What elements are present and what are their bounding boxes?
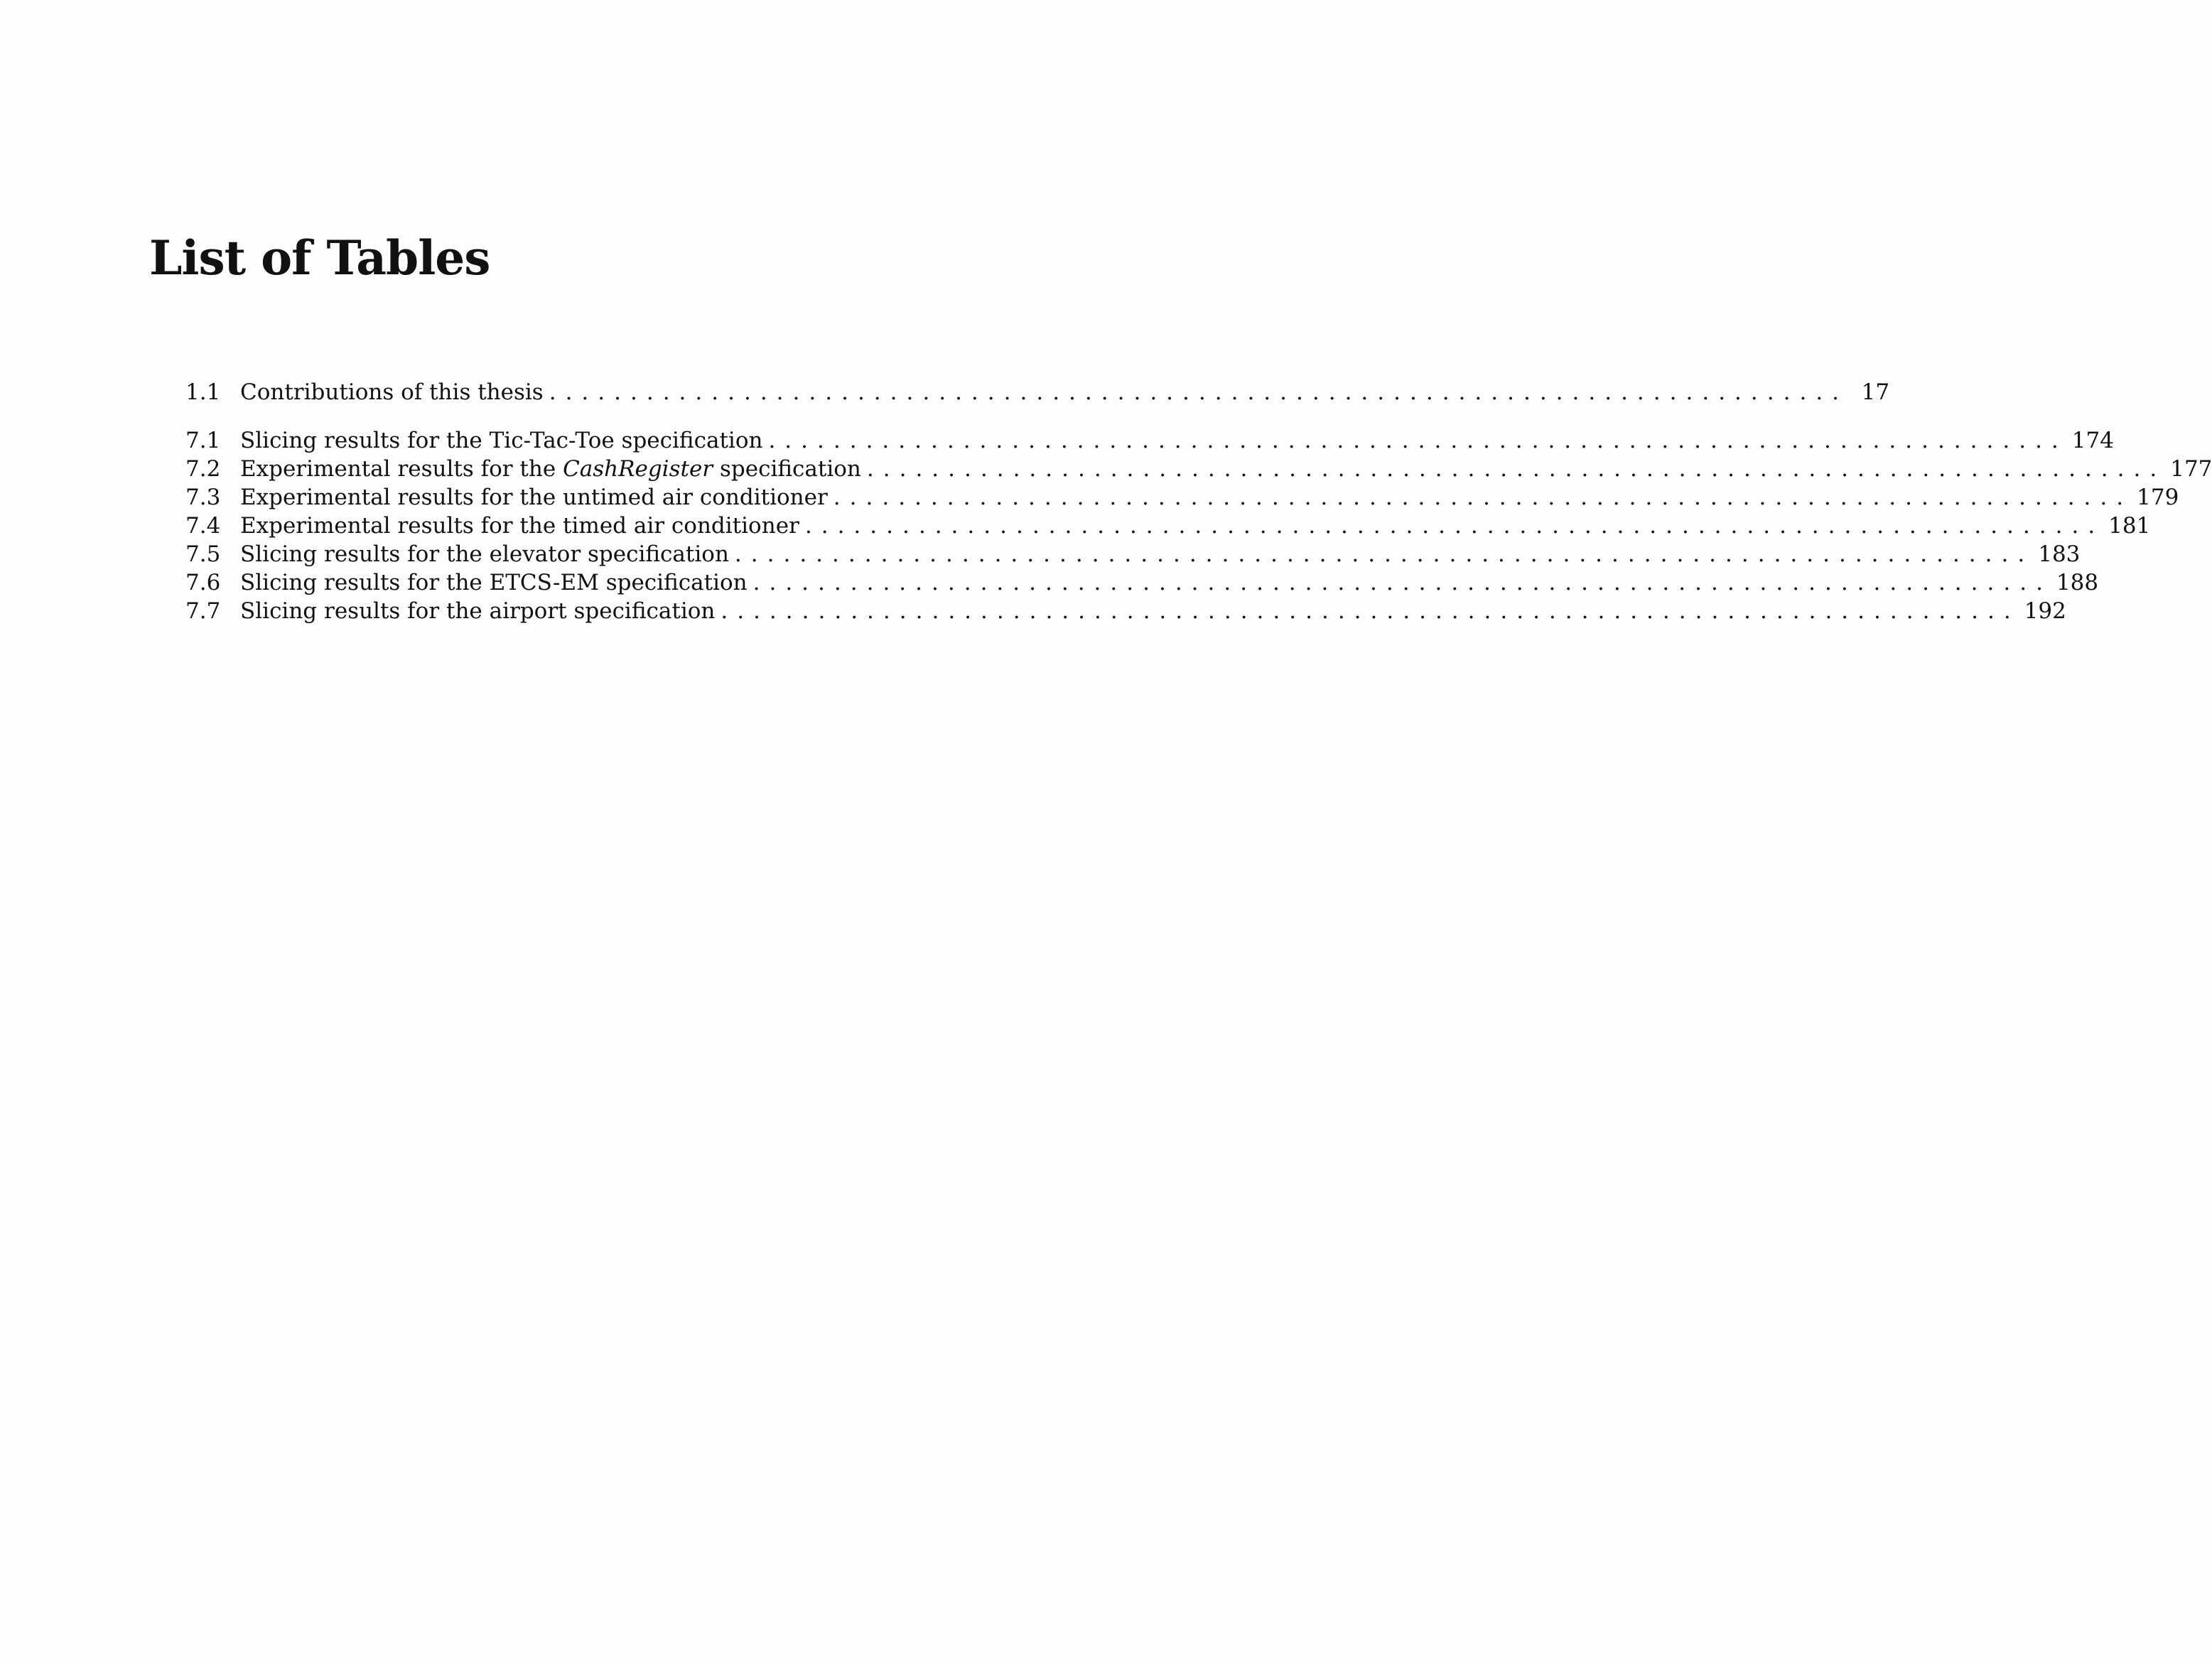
entry-caption: Slicing results for the ETCS-EM specification	[240, 570, 748, 595]
entry-caption: Experimental results for the timed air conditioner	[240, 513, 799, 539]
entry-page-number: 17	[1861, 379, 1890, 405]
dot-leader: ................................................................................	[549, 379, 1849, 405]
dot-leader: ................................................................................	[752, 570, 2052, 595]
list-of-tables	[185, 378, 2212, 625]
toc-entry-7-7[interactable]	[185, 597, 2066, 625]
toc-entry-7-1[interactable]	[185, 426, 2114, 455]
entry-caption: Experimental results for the untimed air conditioner	[240, 485, 828, 510]
dot-leader: ................................................................................	[833, 485, 2133, 510]
entry-page-number: 174	[2071, 428, 2114, 453]
chapter-7-group	[185, 426, 2212, 625]
toc-entry-7-3[interactable]	[185, 483, 2179, 512]
entry-page-number: 183	[2038, 541, 2081, 567]
entry-number: 7.2	[185, 456, 221, 482]
entry-number: 7.6	[185, 570, 221, 595]
entry-page-number: 179	[2137, 485, 2179, 510]
entry-number: 7.3	[185, 485, 221, 510]
entry-number: 1.1	[185, 379, 221, 405]
entry-caption: Slicing results for the airport specification	[240, 598, 716, 624]
entry-caption: Contributions of this thesis	[240, 379, 544, 405]
caption-text: specification	[713, 456, 861, 482]
entry-page-number: 188	[2056, 570, 2099, 595]
entry-caption: Slicing results for the Tic-Tac-Toe specification	[240, 428, 763, 453]
dot-leader: ................................................................................	[804, 513, 2105, 539]
toc-entry-7-6[interactable]	[185, 568, 2099, 597]
entry-page-number: 181	[2108, 513, 2151, 539]
entry-number: 7.5	[185, 541, 221, 567]
entry-caption: Slicing results for the elevator specification	[240, 541, 729, 567]
caption-italic-text: CashRegister	[563, 456, 713, 482]
toc-entry-1-1[interactable]	[185, 378, 1890, 406]
caption-text: Experimental results for the	[240, 456, 563, 482]
dot-leader: ................................................................................	[734, 541, 2034, 567]
dot-leader: ................................................................................	[866, 456, 2167, 482]
dot-leader: ................................................................................	[768, 428, 2068, 453]
entry-caption	[240, 455, 861, 483]
toc-entry-7-4[interactable]	[185, 512, 2151, 540]
entry-page-number: 192	[2024, 598, 2066, 624]
toc-entry-7-5[interactable]	[185, 540, 2081, 568]
chapter-1-group	[185, 378, 1890, 406]
page-title: List of Tables	[149, 230, 490, 286]
toc-entry-7-2[interactable]	[185, 455, 2212, 483]
entry-page-number: 177	[2170, 456, 2212, 482]
entry-number: 7.4	[185, 513, 221, 539]
dot-leader: ................................................................................	[721, 598, 2020, 624]
entry-number: 7.1	[185, 428, 221, 453]
entry-number: 7.7	[185, 598, 221, 624]
